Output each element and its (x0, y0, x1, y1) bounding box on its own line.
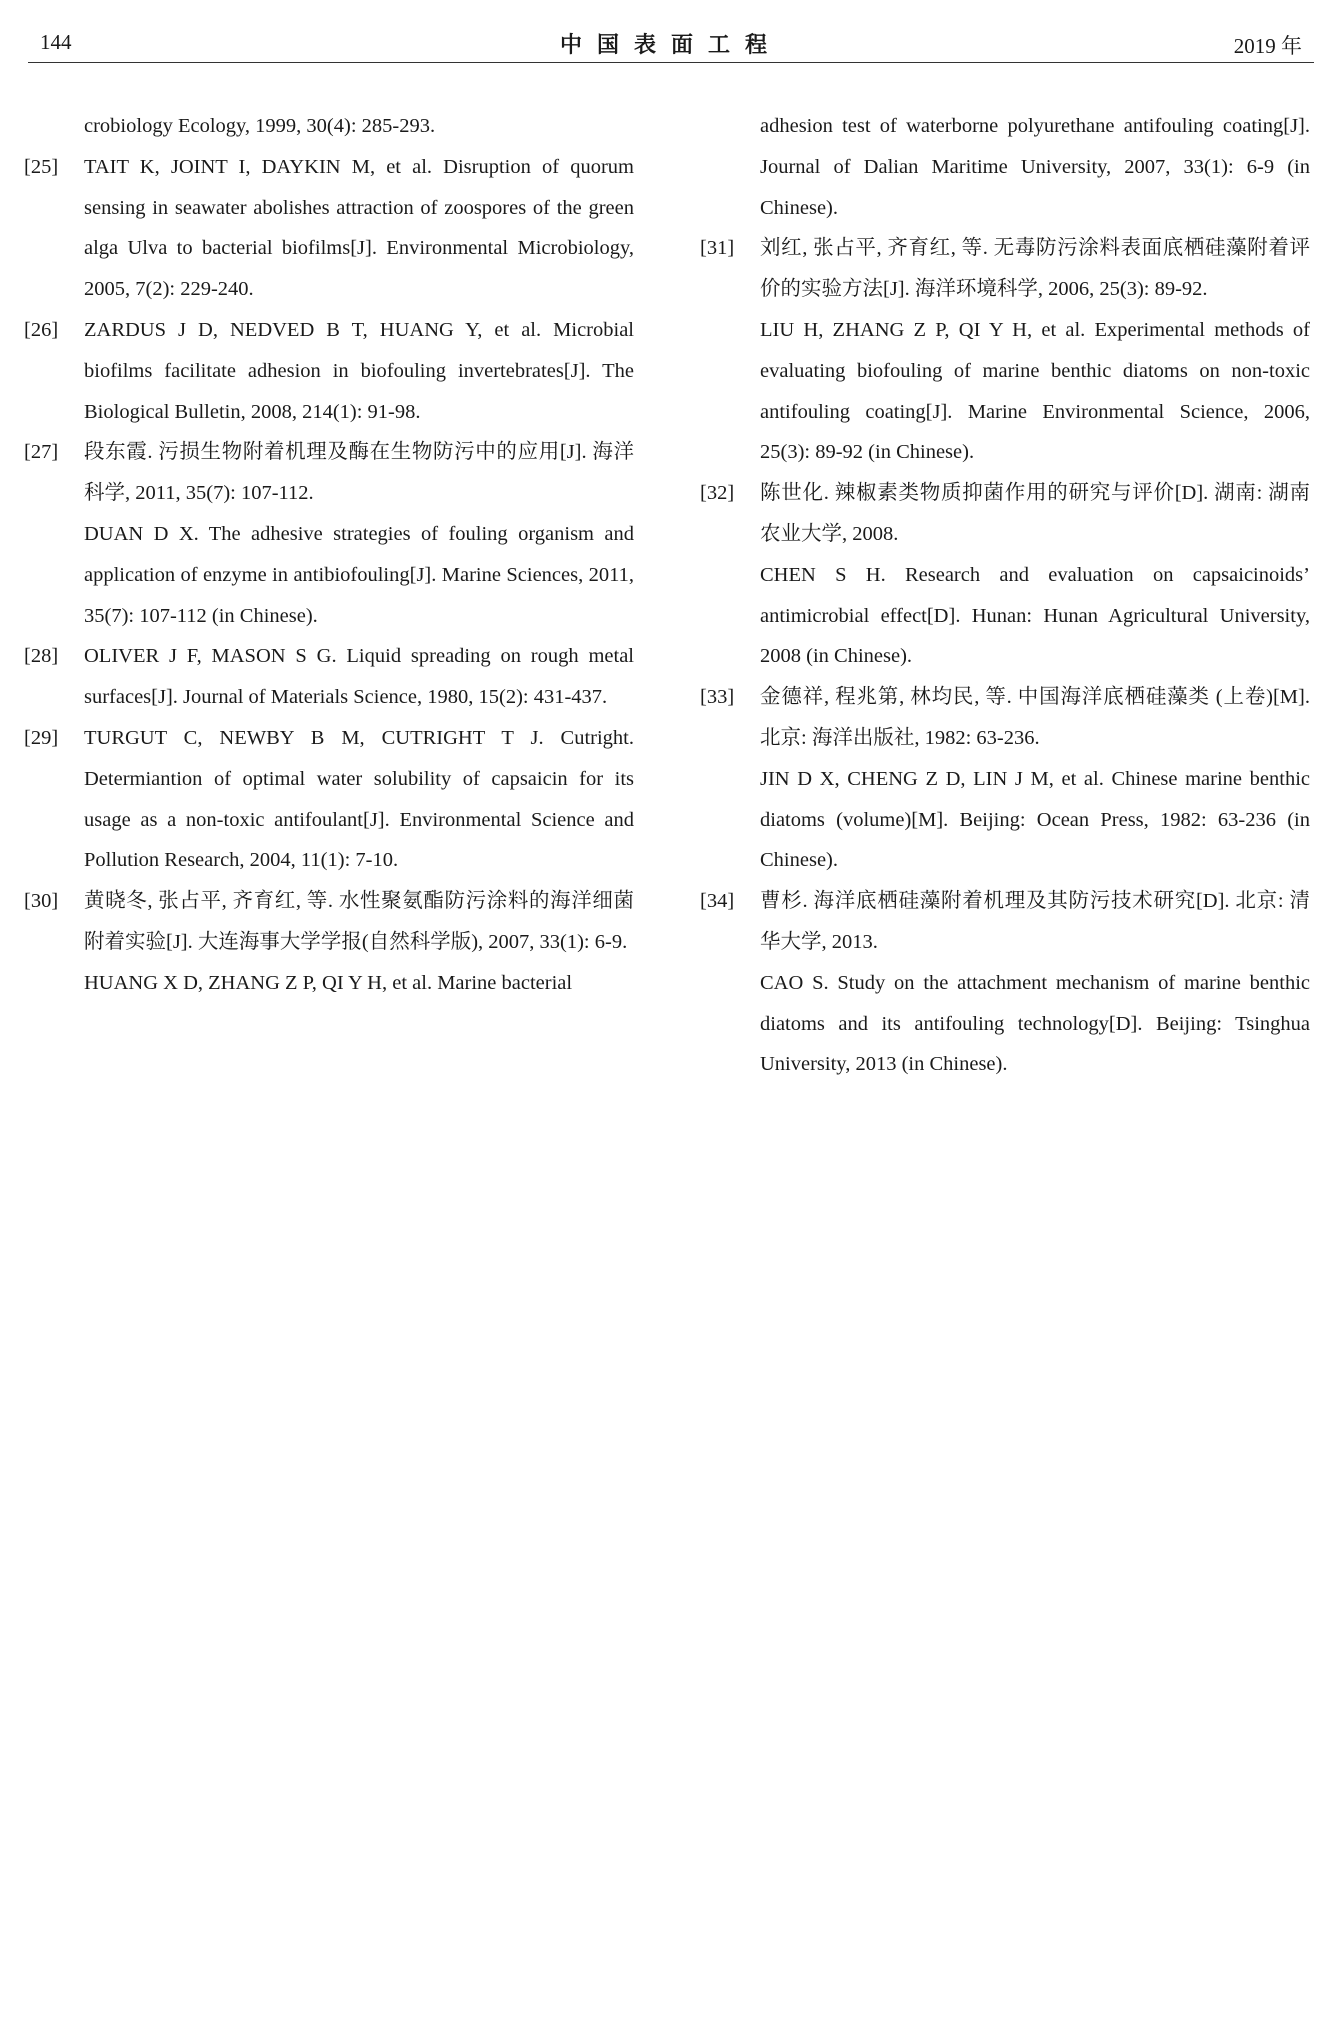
reference-text: 段东霞. 污损生物附着机理及酶在生物防污中的应用[J]. 海洋科学, 2011, 35(7): 107-112. (84, 441, 634, 505)
page-number: 144 (40, 30, 72, 54)
reference-english-translation: CHEN S H. Research and evaluation on capsaicinoids’ antimicrobial effect[D]. Hunan: Hunan Agricultural University, 2008 (in Chinese). (760, 563, 1310, 668)
reference-text: 曹杉. 海洋底栖硅藻附着机理及其防污技术研究[D]. 北京: 清华大学, 2013. (760, 890, 1310, 953)
reference-english-translation: JIN D X, CHENG Z D, LIN J M, et al. Chinese marine benthic diatoms (volume)[M]. Beijing: Ocean Press, 1982: 63-236 (in Chinese). (760, 767, 1310, 872)
issue-year: 2019 年 (1233, 34, 1302, 58)
reference-entry (700, 106, 1310, 228)
reference-entry (24, 106, 634, 147)
references-right-column (700, 106, 1310, 1085)
reference-number: [31] (700, 237, 735, 260)
journal-title: 中国表面工程 (559, 32, 782, 57)
reference-text: 刘红, 张占平, 齐育红, 等. 无毒防污涂料表面底栖硅藻附着评价的实验方法[J]. 海洋环境科学, 2006, 25(3): 89-92. (760, 237, 1310, 301)
reference-number: [27] (24, 441, 59, 464)
reference-entry (24, 432, 634, 636)
reference-text: 黄晓冬, 张占平, 齐育红, 等. 水性聚氨酯防污涂料的海洋细菌附着实验[J]. 大连海事大学学报(自然科学版), 2007, 33(1): 6-9. (84, 890, 634, 953)
reference-entry (700, 473, 1310, 677)
reference-entry (24, 881, 634, 1003)
reference-entry (24, 718, 634, 881)
reference-text: 陈世化. 辣椒素类物质抑菌作用的研究与评价[D]. 湖南: 湖南农业大学, 2008. (760, 482, 1310, 545)
reference-number: [25] (24, 155, 59, 178)
reference-text: ZARDUS J D, NEDVED B T, HUANG Y, et al. Microbial biofilms facilitate adhesion in biofouling invertebrates[J]. The Biological Bulletin, 2008, 214(1): 91-98. (84, 318, 634, 423)
reference-text: crobiology Ecology, 1999, 30(4): 285-293. (84, 115, 436, 137)
reference-english-translation: DUAN D X. The adhesive strategies of fouling organism and application of enzyme in antibiofouling[J]. Marine Sciences, 2011, 35(7): 107-112 (in Chinese). (84, 522, 634, 627)
reference-english-translation: CAO S. Study on the attachment mechanism of marine benthic diatoms and its antifouling technology[D]. Beijing: Tsinghua University, 2013 (in Chinese). (760, 971, 1310, 1076)
reference-entry (24, 636, 634, 718)
reference-text: TAIT K, JOINT I, DAYKIN M, et al. Disruption of quorum sensing in seawater abolishes attraction of zoospores of the green alga Ulva to bacterial biofilms[J]. Environmental Microbiology, 2005, 7(2): 229-240. (84, 155, 634, 301)
reference-entry (24, 147, 634, 310)
reference-text: OLIVER J F, MASON S G. Liquid spreading on rough metal surfaces[J]. Journal of Materials Science, 1980, 15(2): 431-437. (84, 645, 634, 709)
header-rule (28, 62, 1314, 63)
reference-number: [26] (24, 318, 59, 341)
reference-english-translation: HUANG X D, ZHANG Z P, QI Y H, et al. Marine bacterial (84, 971, 573, 994)
references-left-column (24, 106, 634, 1004)
reference-number: [29] (24, 726, 59, 749)
reference-entry (24, 310, 634, 432)
reference-english-translation: LIU H, ZHANG Z P, QI Y H, et al. Experimental methods of evaluating biofouling of marine benthic diatoms on non-toxic antifouling coating[J]. Marine Environmental Science, 2006, 25(3): 89-92 (in Chinese). (760, 318, 1310, 464)
reference-entry (700, 677, 1310, 881)
reference-text: 金德祥, 程兆第, 林均民, 等. 中国海洋底栖硅藻类 (上卷)[M]. 北京: 海洋出版社, 1982: 63-236. (760, 686, 1310, 749)
reference-text: adhesion test of waterborne polyurethane antifouling coating[J]. Journal of Dalian Maritime University, 2007, 33(1): 6-9 (in Chinese). (760, 115, 1310, 219)
reference-number: [34] (700, 890, 735, 913)
page-header (28, 30, 1314, 64)
reference-number: [30] (24, 890, 59, 913)
reference-number: [28] (24, 645, 59, 668)
reference-entry (700, 881, 1310, 1085)
reference-entry (700, 228, 1310, 473)
reference-text: TURGUT C, NEWBY B M, CUTRIGHT T J. Cutright. Determiantion of optimal water solubility of capsaicin for its usage as a non-toxic antifoulant[J]. Environmental Science and Pollution Research, 2004, 11(1): 7-10. (84, 726, 634, 872)
reference-number: [33] (700, 686, 735, 709)
reference-number: [32] (700, 482, 735, 505)
